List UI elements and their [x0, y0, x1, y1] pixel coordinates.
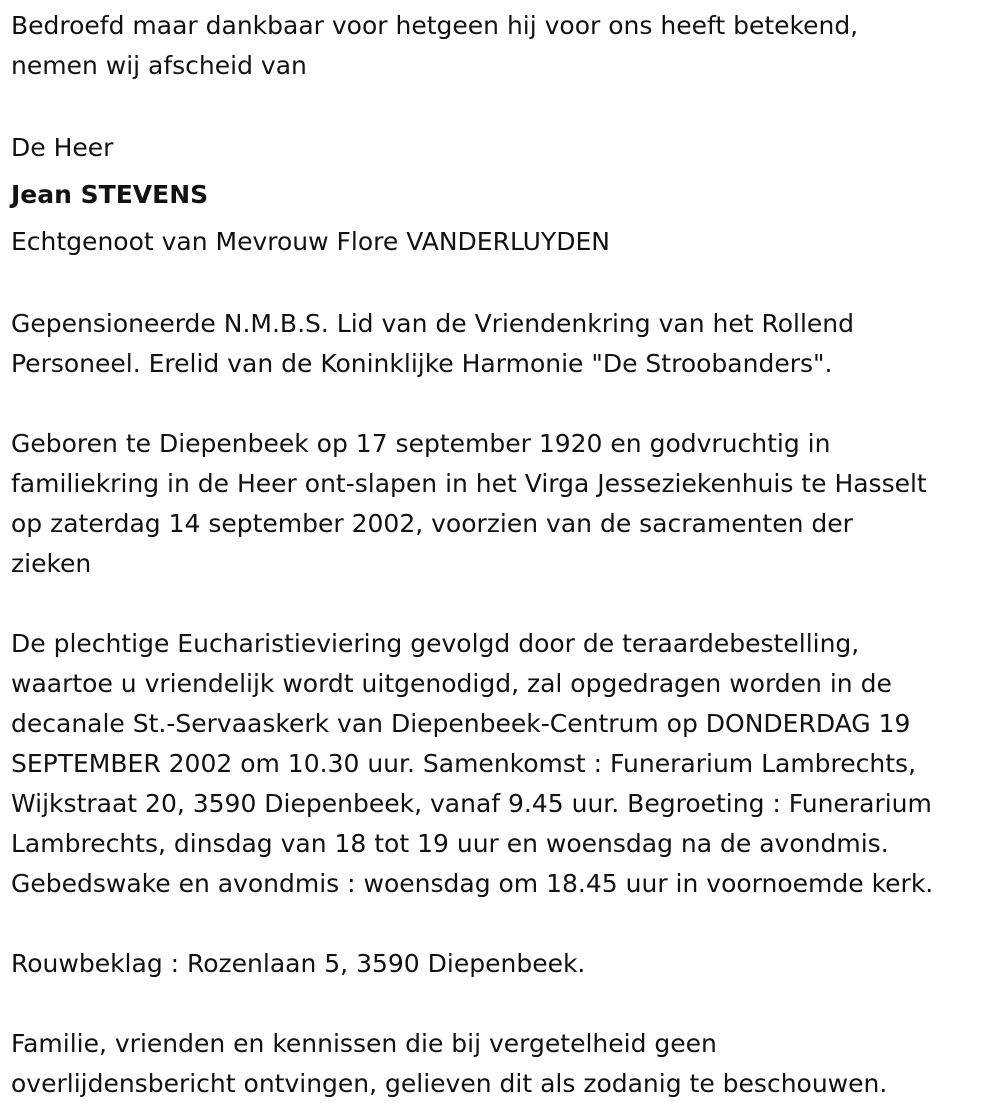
- spouse-line: Echtgenoot van Mevrouw Flore VANDERLUYDEN: [11, 227, 610, 256]
- ceremony-line: Lambrechts, dinsdag van 18 tot 19 uur en woensdag na de avondmis.: [11, 829, 889, 858]
- ceremony-line: SEPTEMBER 2002 om 10.30 uur. Samenkomst : Funerarium Lambrechts,: [11, 749, 917, 778]
- birth-line: zieken: [11, 549, 92, 578]
- birth-line: op zaterdag 14 september 2002, voorzien van de sacramenten der: [11, 509, 853, 538]
- closing-line: overlijdensbericht ontvingen, gelieven dit als zodanig te beschouwen.: [11, 1069, 888, 1098]
- deceased-name: Jean STEVENS: [11, 180, 209, 209]
- ceremony-line: decanale St.-Servaaskerk van Diepenbeek-Centrum op DONDERDAG 19: [11, 709, 911, 738]
- spacer: [11, 384, 990, 424]
- ceremony-line: De plechtige Eucharistieviering gevolgd door de teraardebestelling,: [11, 629, 860, 658]
- birth-line: familiekring in de Heer ont-slapen in het Virga Jesseziekenhuis te Hasselt: [11, 469, 927, 498]
- intro-line: nemen wij afscheid van: [11, 51, 307, 80]
- spacer: [11, 904, 990, 944]
- ceremony-line: Wijkstraat 20, 3590 Diepenbeek, vanaf 9.45 uur. Begroeting : Funerarium: [11, 789, 932, 818]
- birth-line: Geboren te Diepenbeek op 17 september 1920 en godvruchtig in: [11, 429, 831, 458]
- intro-line: Bedroefd maar dankbaar voor hetgeen hij voor ons heeft betekend,: [11, 11, 859, 40]
- honorific: De Heer: [11, 133, 114, 162]
- spacer: [11, 584, 990, 624]
- spacer: [11, 86, 990, 126]
- career-line: Gepensioneerde N.M.B.S. Lid van de Vriendenkring van het Rollend: [11, 309, 854, 338]
- career-line: Personeel. Erelid van de Koninklijke Harmonie "De Stroobanders".: [11, 349, 833, 378]
- spacer: [11, 984, 990, 1024]
- ceremony-line: Gebedswake en avondmis : woensdag om 18.45 uur in voornoemde kerk.: [11, 869, 934, 898]
- spacer: [11, 264, 990, 304]
- condolence-address: Rouwbeklag : Rozenlaan 5, 3590 Diepenbeek.: [11, 949, 586, 978]
- ceremony-line: waartoe u vriendelijk wordt uitgenodigd, zal opgedragen worden in de: [11, 669, 892, 698]
- closing-line: Familie, vrienden en kennissen die bij vergetelheid geen: [11, 1029, 717, 1058]
